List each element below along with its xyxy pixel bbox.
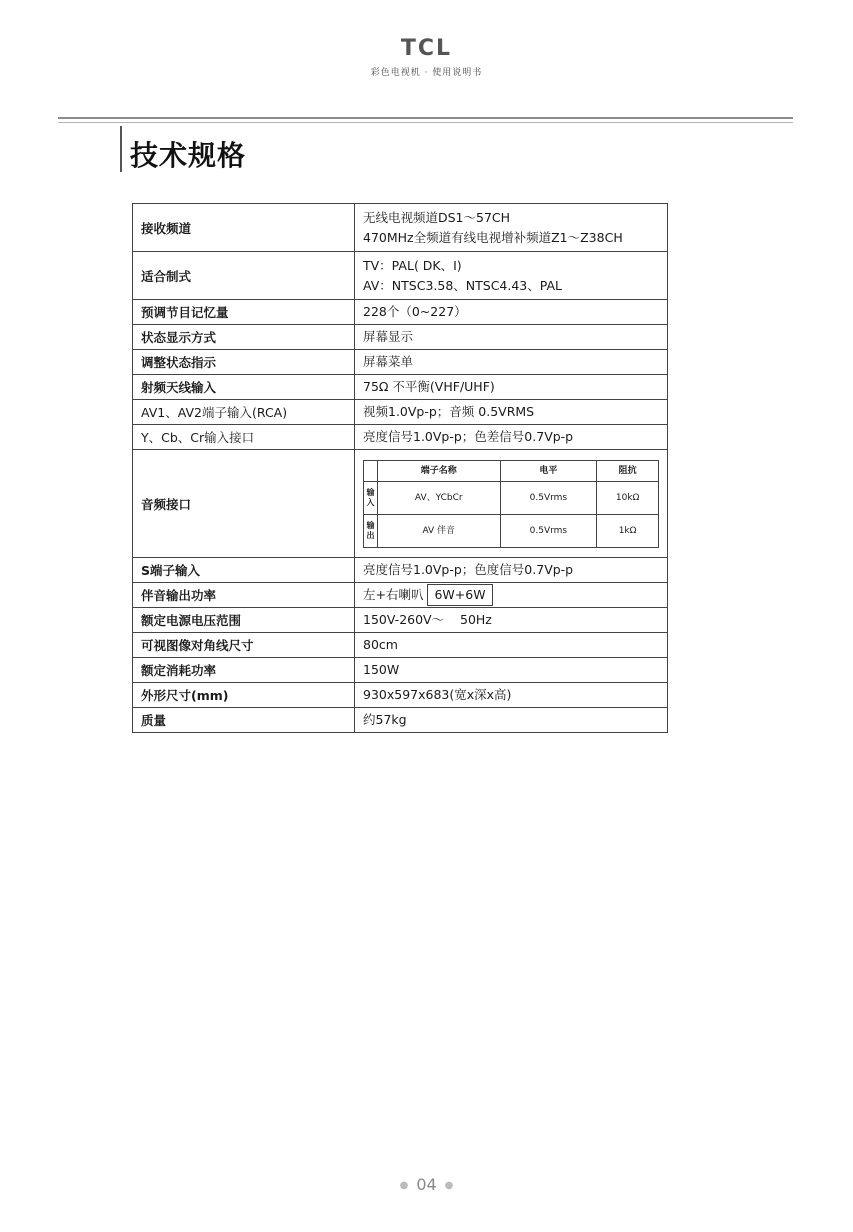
spec-row xyxy=(133,583,668,608)
brand-logo: TCL xyxy=(400,36,453,61)
spec-value: 228个（0~227） xyxy=(355,300,668,325)
audio-table-row xyxy=(364,514,659,547)
spec-value: 亮度信号1.0Vp-p；色差信号0.7Vp-p xyxy=(355,425,668,450)
spec-key: 射频天线输入 xyxy=(133,375,355,400)
spec-key: 额定电源电压范围 xyxy=(133,608,355,633)
spec-key: S端子输入 xyxy=(133,558,355,583)
audio-table-header: 阻抗 xyxy=(597,460,659,481)
spec-value-line: 无线电视频道DS1～57CH xyxy=(363,209,511,225)
spec-value-text: 左+右喇叭 xyxy=(363,587,424,602)
spec-value: 视频1.0Vp-p；音频 0.5VRMS xyxy=(355,400,668,425)
spec-key: 额定消耗功率 xyxy=(133,658,355,683)
spec-key: 调整状态指示 xyxy=(133,350,355,375)
spec-value: 150V-260V～ 50Hz xyxy=(355,608,668,633)
spec-row xyxy=(133,204,668,252)
spec-value: 屏幕菜单 xyxy=(355,350,668,375)
page-dot-right: ● xyxy=(444,1180,454,1191)
spec-key: Y、Cb、Cr输入接口 xyxy=(133,425,355,450)
audio-interface-table xyxy=(363,460,659,548)
spec-value: 屏幕显示 xyxy=(355,325,668,350)
spec-row xyxy=(133,633,668,658)
spec-key: 可视图像对角线尺寸 xyxy=(133,633,355,658)
header-rule-thin xyxy=(58,122,793,123)
spec-row xyxy=(133,558,668,583)
spec-key: 状态显示方式 xyxy=(133,325,355,350)
spec-value: 75Ω 不平衡(VHF/UHF) xyxy=(355,375,668,400)
spec-row xyxy=(133,608,668,633)
spec-value-line: 470MHz全频道有线电视增补频道Z1～Z38CH xyxy=(363,229,623,245)
spec-row xyxy=(133,658,668,683)
audio-table-row xyxy=(364,481,659,514)
spec-key: 外形尺寸(mm) xyxy=(133,683,355,708)
spec-value xyxy=(355,252,668,300)
audio-table-side-label: 输入 xyxy=(364,481,378,514)
speaker-power-box: 6W+6W xyxy=(427,584,492,606)
spec-value: 80cm xyxy=(355,633,668,658)
spec-key: 预调节目记忆量 xyxy=(133,300,355,325)
audio-table-corner xyxy=(364,460,378,481)
spec-value: 约57kg xyxy=(355,708,668,733)
spec-value: 亮度信号1.0Vp-p；色度信号0.7Vp-p xyxy=(355,558,668,583)
page-number-text: 04 xyxy=(416,1175,437,1194)
spec-row xyxy=(133,450,668,558)
audio-table-header: 电平 xyxy=(500,460,597,481)
spec-value xyxy=(355,204,668,252)
spec-key: 质量 xyxy=(133,708,355,733)
spec-row xyxy=(133,425,668,450)
header xyxy=(0,36,853,78)
spec-table xyxy=(132,203,668,733)
spec-row xyxy=(133,300,668,325)
spec-row xyxy=(133,375,668,400)
spec-row xyxy=(133,683,668,708)
page-title: 技术规格 xyxy=(130,139,247,172)
spec-key: 伴音输出功率 xyxy=(133,583,355,608)
spec-key: AV1、AV2端子输入(RCA) xyxy=(133,400,355,425)
spec-value: 930x597x683(宽x深x高) xyxy=(355,683,668,708)
page-dot-left: ● xyxy=(399,1180,409,1191)
audio-interface-cell xyxy=(355,450,668,558)
spec-value-line: TV：PAL( DK、I) xyxy=(363,257,462,273)
audio-table-cell: 0.5Vrms xyxy=(500,481,597,514)
audio-table-header: 端子名称 xyxy=(378,460,501,481)
audio-table-cell: 1kΩ xyxy=(597,514,659,547)
spec-row xyxy=(133,400,668,425)
spec-key: 音频接口 xyxy=(133,450,355,558)
spec-row xyxy=(133,252,668,300)
audio-table-cell: AV 伴音 xyxy=(378,514,501,547)
header-rule xyxy=(58,117,793,119)
spec-value-line: AV：NTSC3.58、NTSC4.43、PAL xyxy=(363,277,563,293)
title-accent-bar xyxy=(120,126,122,172)
spec-value xyxy=(355,583,668,608)
audio-table-header-row xyxy=(364,460,659,481)
spec-key: 适合制式 xyxy=(133,252,355,300)
page-number xyxy=(0,1175,853,1194)
audio-table-cell: 0.5Vrms xyxy=(500,514,597,547)
spec-value: 150W xyxy=(355,658,668,683)
spec-key: 接收频道 xyxy=(133,204,355,252)
spec-row xyxy=(133,708,668,733)
audio-table-side-label: 输出 xyxy=(364,514,378,547)
audio-table-cell: AV、YCbCr xyxy=(378,481,501,514)
header-subtitle: 彩色电视机 · 使用说明书 xyxy=(370,68,483,78)
audio-table-cell: 10kΩ xyxy=(597,481,659,514)
spec-row xyxy=(133,350,668,375)
spec-row xyxy=(133,325,668,350)
